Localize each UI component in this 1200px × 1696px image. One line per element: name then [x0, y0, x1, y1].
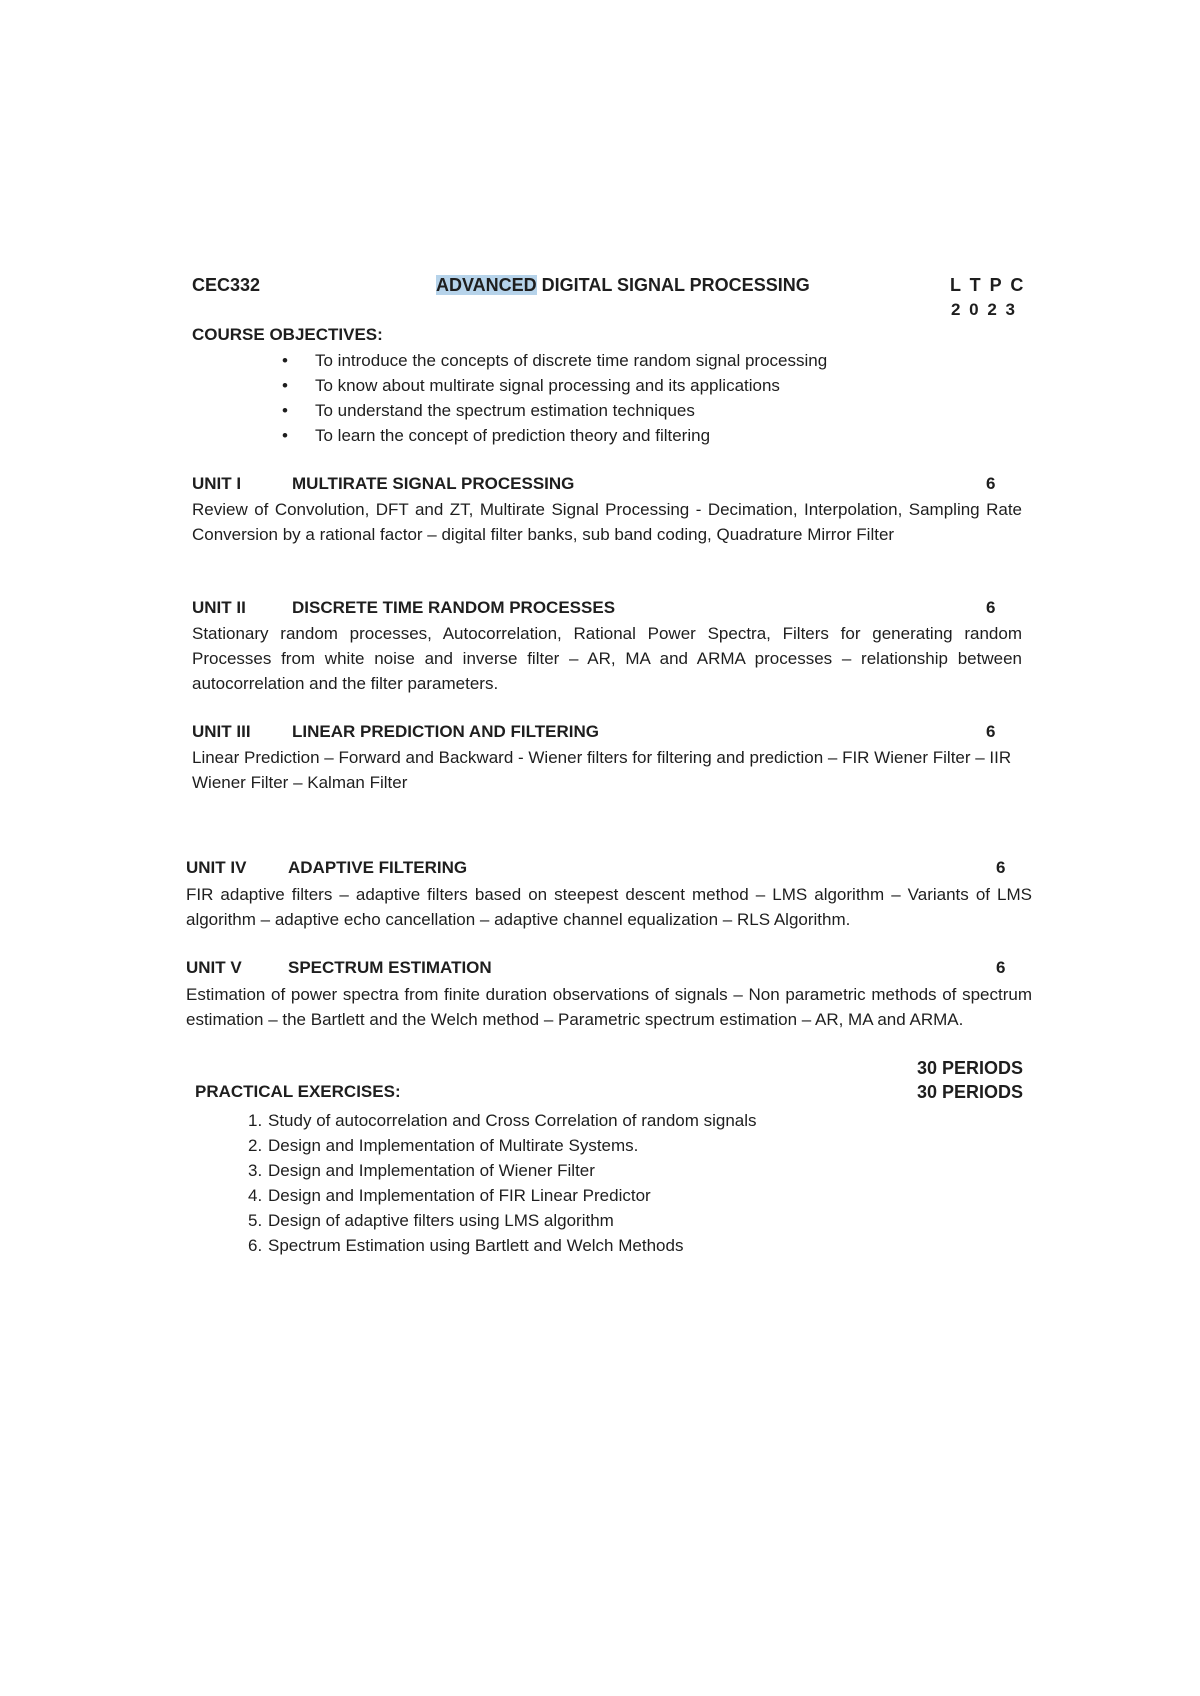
unit-label: UNIT IV	[186, 858, 247, 877]
unit-hours: 6	[996, 958, 1006, 977]
unit-title: MULTIRATE SIGNAL PROCESSING	[292, 474, 575, 493]
practical-item	[248, 1108, 948, 1133]
practical-heading: PRACTICAL EXERCISES:	[195, 1082, 401, 1101]
unit-4-content: FIR adaptive filters – adaptive filters based on steepest descent method – LMS algorithm – Variants of LMS algorithm – adaptive echo cancellation – adaptive channel equalization – RLS Algorithm.	[186, 885, 1032, 929]
objective-item: • To understand the spectrum estimation techniques	[282, 398, 982, 423]
unit-4-heading	[186, 858, 1032, 880]
theory-periods: 30 PERIODS	[917, 1058, 1024, 1078]
course-title	[436, 275, 810, 296]
objectives-heading: COURSE OBJECTIVES:	[192, 325, 383, 344]
item-text: Design and Implementation of Wiener Filter	[268, 1161, 595, 1180]
unit-5-heading	[186, 958, 1032, 980]
ltpc-labels: L T P C	[950, 275, 1026, 295]
unit-3-content: Linear Prediction – Forward and Backward - Wiener filters for filtering and prediction – FIR Wiener Filter – IIR Wiener Filter – Kalman Filter	[192, 748, 1012, 792]
item-number: 2.	[248, 1136, 263, 1155]
practical-periods: 30 PERIODS	[917, 1082, 1024, 1102]
item-text: Design of adaptive filters using LMS algorithm	[268, 1211, 614, 1230]
practical-item	[248, 1158, 948, 1183]
practical-item	[248, 1208, 948, 1233]
course-title-highlight: ADVANCED	[436, 275, 537, 295]
unit-2-content: Stationary random processes, Autocorrelation, Rational Power Spectra, Filters for generating random Processes from white noise and inverse filter – AR, MA and ARMA processes – relationship between autocorrelation and the filter parameters.	[192, 624, 1022, 693]
unit-title: ADAPTIVE FILTERING	[288, 858, 468, 877]
unit-title: SPECTRUM ESTIMATION	[288, 958, 492, 977]
unit-title: DISCRETE TIME RANDOM PROCESSES	[292, 598, 616, 617]
unit-1-content: Review of Convolution, DFT and ZT, Multirate Signal Processing - Decimation, Interpolation, Sampling Rate Conversion by a rational factor – digital filter banks, sub band coding, Quadrature Mirror Filter	[192, 500, 1022, 544]
unit-hours: 6	[996, 858, 1006, 877]
unit-label: UNIT III	[192, 722, 251, 741]
unit-hours: 6	[986, 474, 996, 493]
item-text: Spectrum Estimation using Bartlett and Welch Methods	[268, 1236, 684, 1255]
objective-item: • To learn the concept of prediction theory and filtering	[282, 423, 982, 448]
ltpc-values: 2 0 2 3	[951, 300, 1017, 319]
unit-title: LINEAR PREDICTION AND FILTERING	[292, 722, 599, 741]
unit-1-heading	[192, 474, 1022, 496]
item-number: 1.	[248, 1111, 263, 1130]
unit-label: UNIT I	[192, 474, 242, 493]
course-title-rest: DIGITAL SIGNAL PROCESSING	[536, 275, 810, 295]
unit-hours: 6	[986, 722, 996, 741]
unit-5-content: Estimation of power spectra from finite duration observations of signals – Non parametric methods of spectrum estimation – the Bartlett and the Welch method – Parametric spectrum estimation – AR, MA and ARMA.	[186, 985, 1032, 1029]
practical-list	[248, 1108, 948, 1258]
unit-label: UNIT II	[192, 598, 246, 617]
objectives-list	[282, 348, 982, 448]
unit-label: UNIT V	[186, 958, 242, 977]
item-number: 6.	[248, 1236, 263, 1255]
practical-item	[248, 1183, 948, 1208]
objective-item: • To know about multirate signal processing and its applications	[282, 373, 982, 398]
unit-hours: 6	[986, 598, 996, 617]
item-number: 4.	[248, 1186, 263, 1205]
item-text: Design and Implementation of Multirate Systems.	[268, 1136, 639, 1155]
practical-item	[248, 1233, 948, 1258]
item-number: 3.	[248, 1161, 263, 1180]
item-number: 5.	[248, 1211, 263, 1230]
objective-item: • To introduce the concepts of discrete time random signal processing	[282, 348, 982, 373]
course-code: CEC332	[192, 275, 261, 295]
unit-3-heading	[192, 722, 1022, 744]
item-text: Study of autocorrelation and Cross Correlation of random signals	[268, 1111, 757, 1130]
practical-item	[248, 1133, 948, 1158]
item-text: Design and Implementation of FIR Linear Predictor	[268, 1186, 651, 1205]
unit-2-heading	[192, 598, 1022, 620]
